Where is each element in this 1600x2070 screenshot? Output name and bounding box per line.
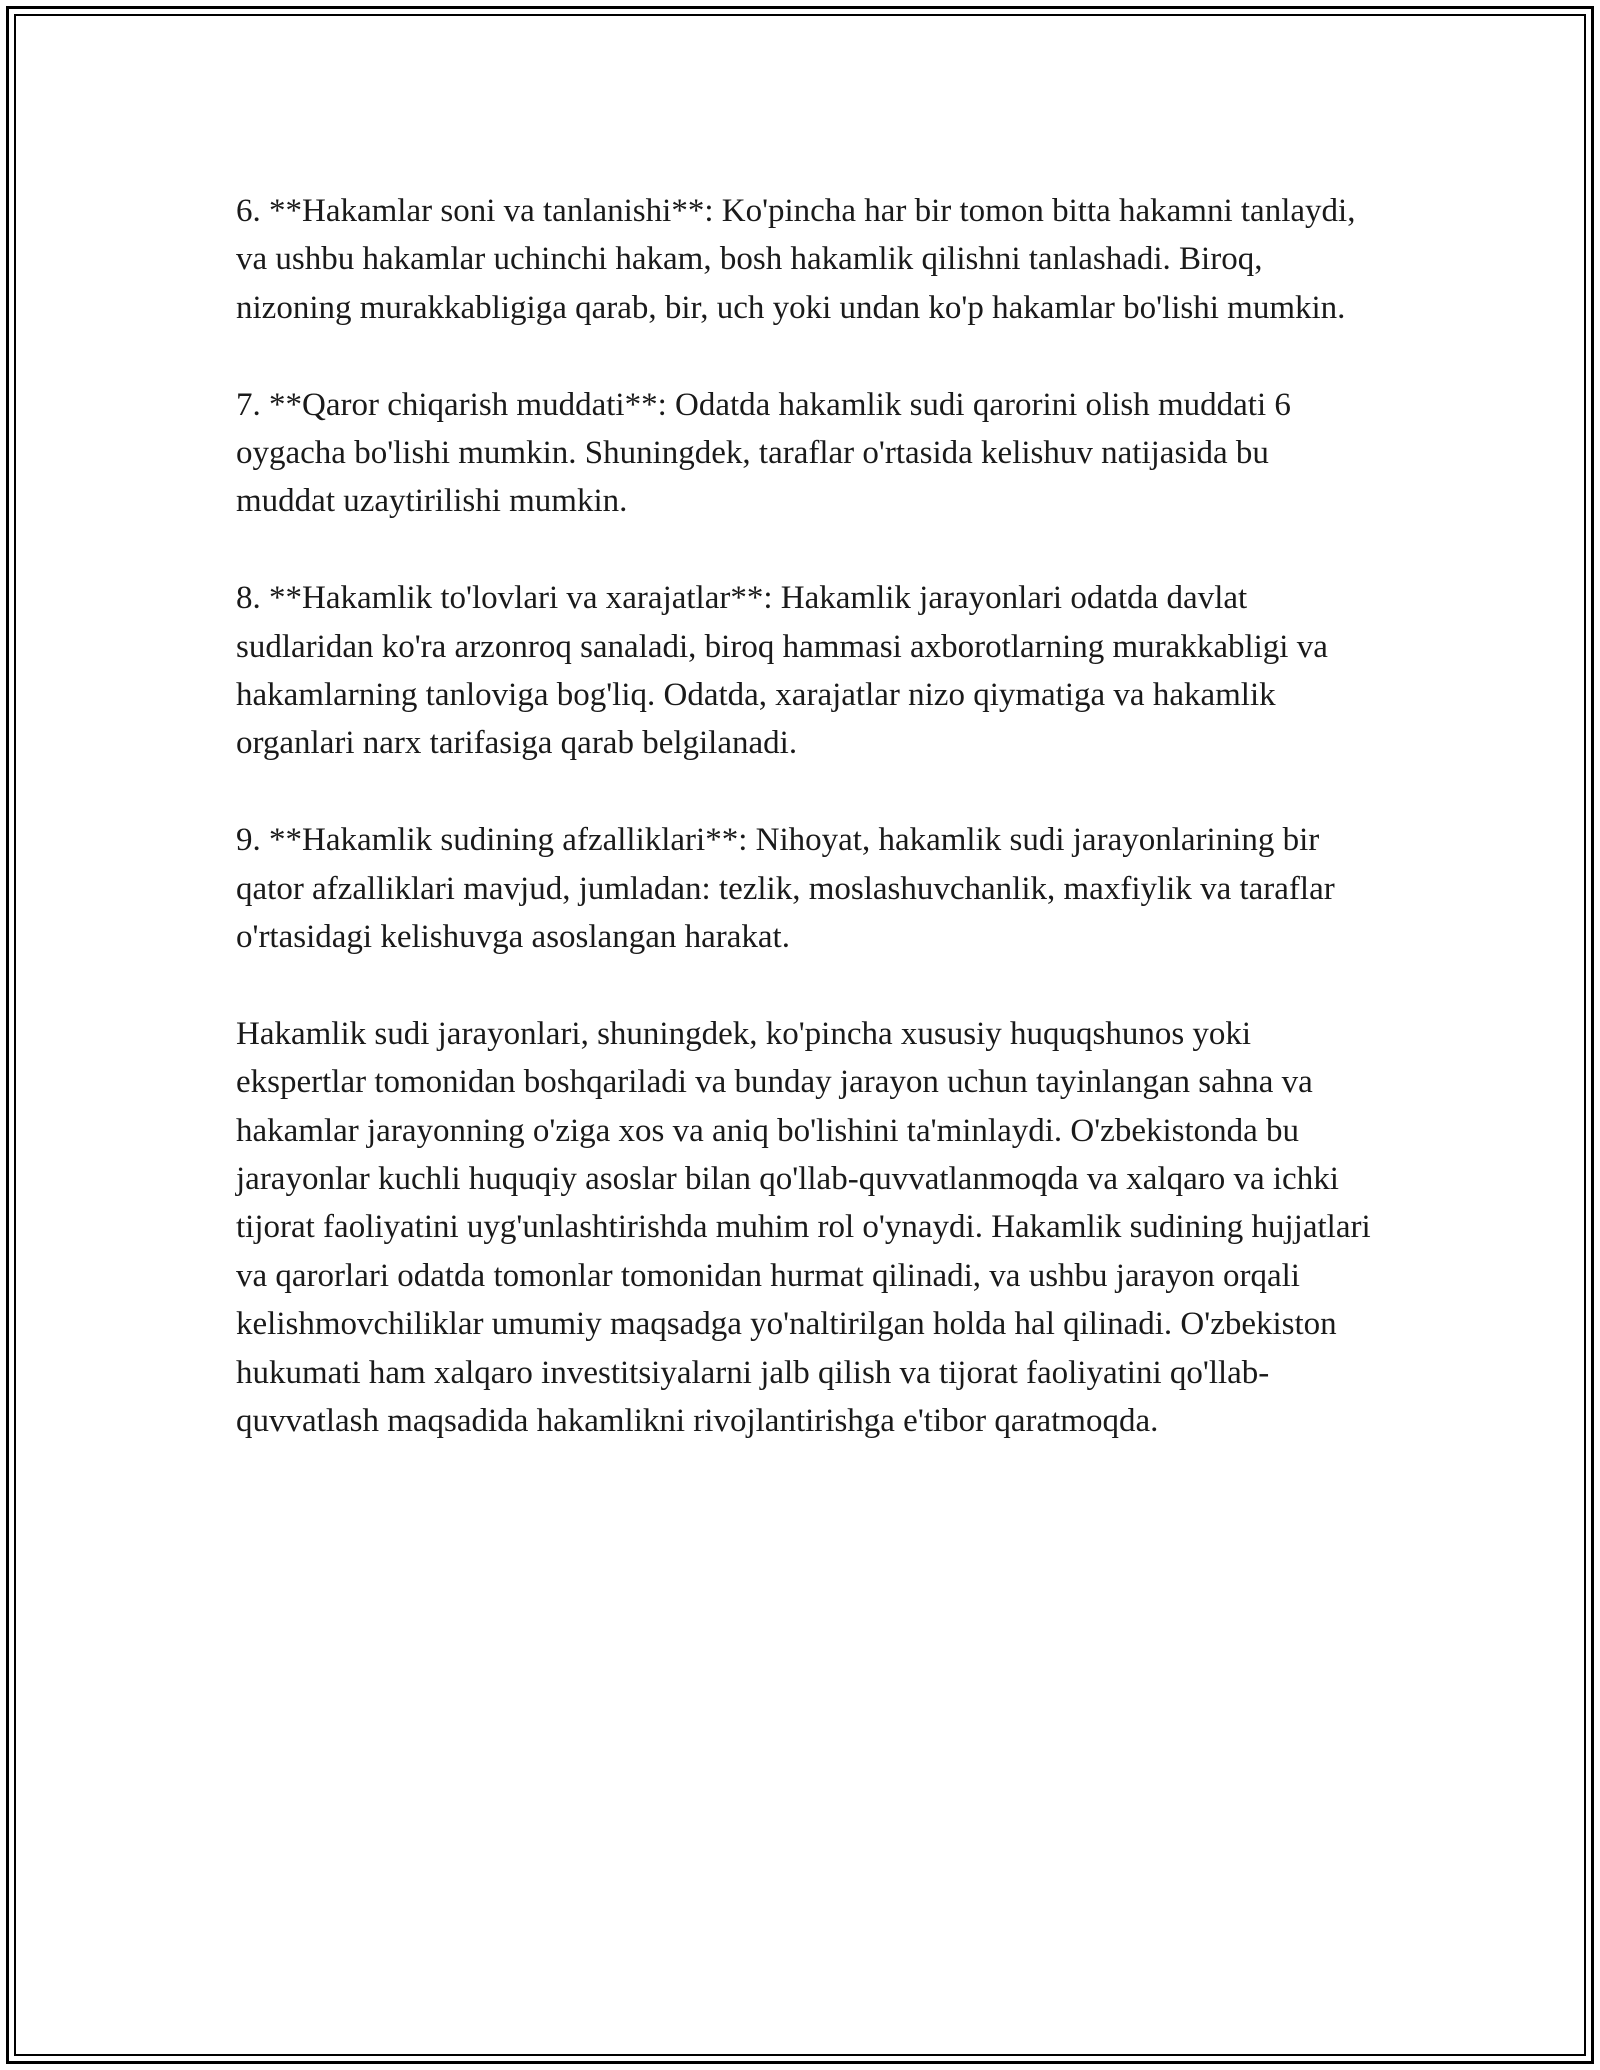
paragraph-afzalliklar: 9. **Hakamlik sudining afzalliklari**: Nihoyat, hakamlik sudi jarayonlarining bir qator afzalliklari mavjud, jumladan: tezlik, moslashuvchanlik, maxfiylik va taraflar o'rtasidagi kelishuvga asoslangan harakat. bbox=[236, 822, 1335, 956]
paragraph-tolovlar-xarajatlar: 8. **Hakamlik to'lovlari va xarajatlar**: Hakamlik jarayonlari odatda davlat sudlaridan ko'ra arzonroq sanaladi, biroq hammasi axborotlarning murakkabligi va hakamlarning tanloviga bog'liq. Odatda, xarajatlar nizo qiymatiga va hakamlik organlari narx tarifasiga qarab belgilanadi. bbox=[236, 580, 1328, 762]
paragraph-hakamlar-soni: 6. **Hakamlar soni va tanlanishi**: Ko'pincha har bir tomon bitta hakamni tanlaydi, va ushbu hakamlar uchinchi hakam, bosh hakamlik qilishni tanlashadi. Biroq, nizoning murakkabligiga qarab, bir, uch yoki undan ko'p hakamlar bo'lishi mumkin. bbox=[236, 193, 1356, 326]
paragraph-xulosa: Hakamlik sudi jarayonlari, shuningdek, ko'pincha xususiy huquqshunos yoki ekspertlar tomonidan boshqariladi va bunday jarayon uchun tayinlangan sahna va hakamlar jarayonning o'ziga xos va aniq bo'lishini ta'minlaydi. O'zbekistonda bu jarayonlar kuchli huquqiy asoslar bilan qo'llab-quvvatlanmoqda va xalqaro va ichki tijorat faoliyatini uyg'unlashtirishda muhim rol o'ynaydi. Hakamlik sudining hujjatlari va qarorlari odatda tomonlar tomonidan hurmat qilinadi, va ushbu jarayon orqali kelishmovchiliklar umumiy maqsadga yo'naltirilgan holda hal qilinadi. O'zbekiston hukumati ham xalqaro investitsiyalarni jalb qilish va tijorat faoliyatini qo'llab-quvvatlash maqsadida hakamlikni rivojlantirishga e'tibor qaratmoqda. bbox=[236, 1015, 1371, 1440]
paragraph-qaror-muddati: 7. **Qaror chiqarish muddati**: Odatda hakamlik sudi qarorini olish muddati 6 oygacha bo'lishi mumkin. Shuningdek, taraflar o'rtasida kelishuv natijasida bu muddat uzaytirilishi mumkin. bbox=[236, 386, 1291, 520]
document-body bbox=[236, 187, 1376, 1446]
